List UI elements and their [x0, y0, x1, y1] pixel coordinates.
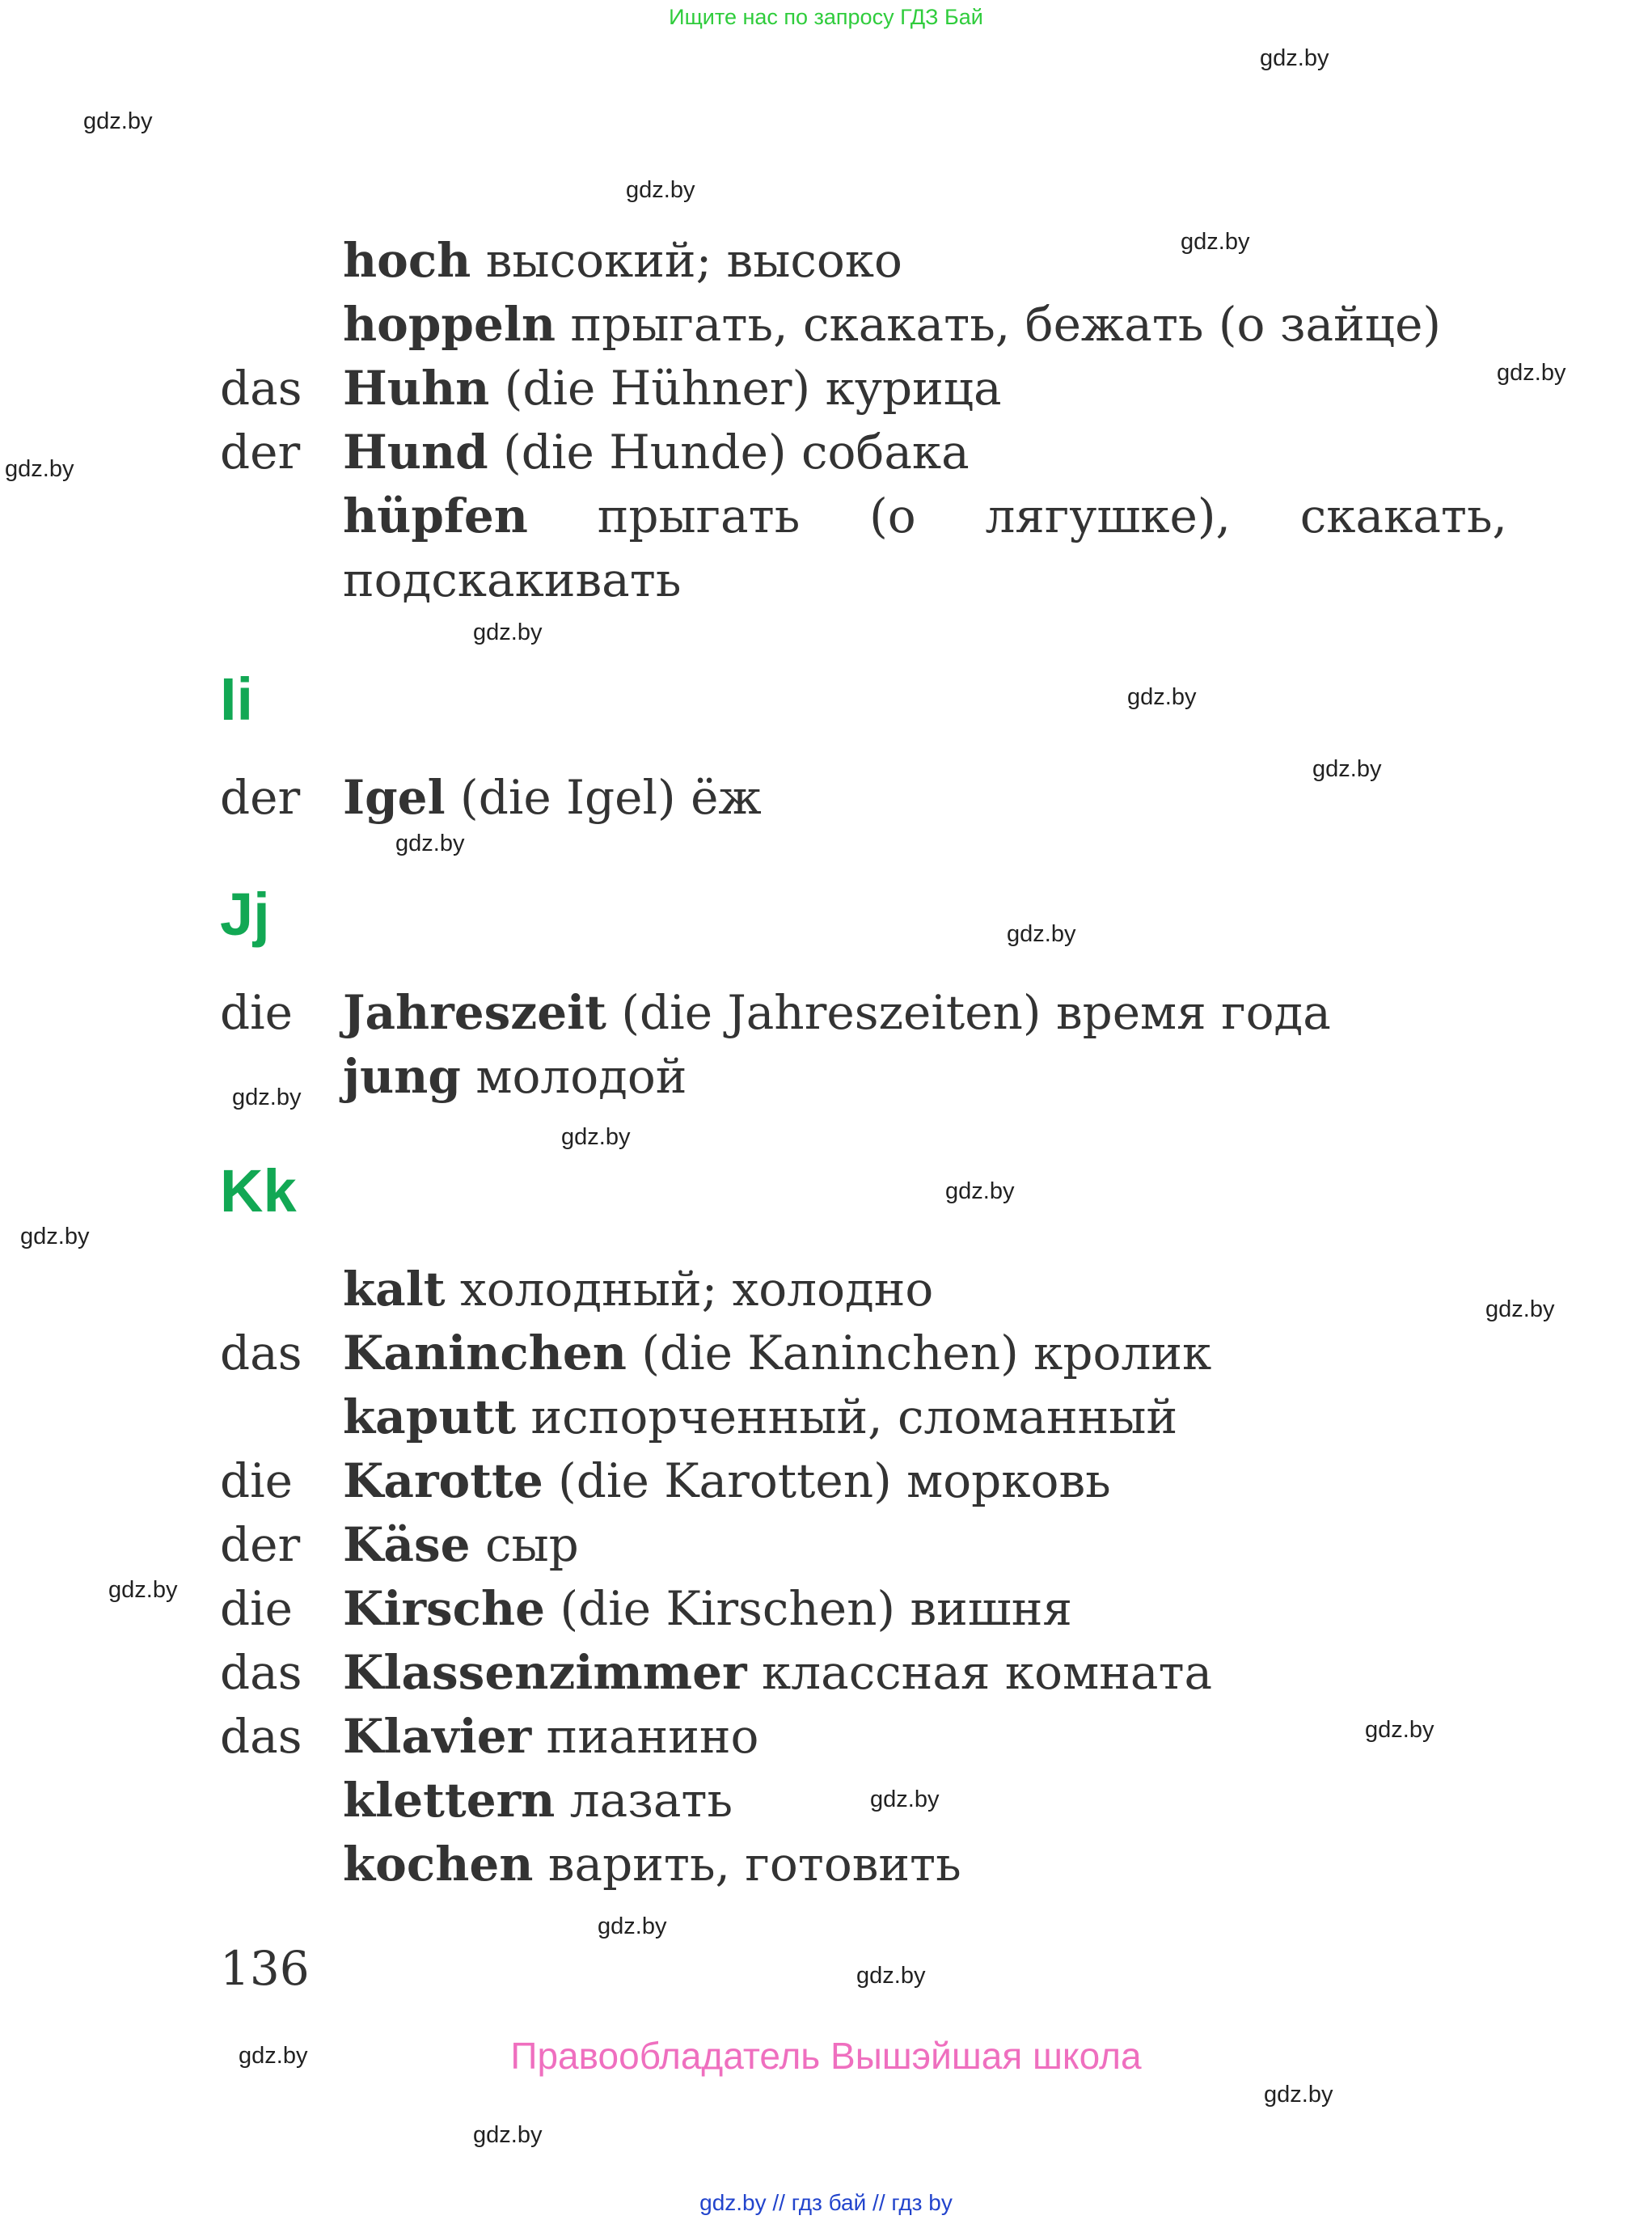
entry-justified-line: [343, 484, 1507, 548]
entry-term: [343, 1385, 1177, 1448]
entry-term: [343, 1258, 933, 1321]
entry-translation: классная комната: [746, 1645, 1213, 1700]
entry-translation: (die Hühner) курица: [489, 361, 1002, 416]
entry-article: die: [220, 1581, 294, 1636]
entry-headword: hüpfen: [343, 488, 528, 543]
entry-headword: Käse: [343, 1517, 471, 1572]
entry-translation-word: лягушке),: [985, 488, 1231, 543]
entry-translation: высокий; высоко: [471, 233, 902, 288]
entry-translation: подскакивать: [343, 552, 682, 607]
entry-article: der: [220, 1517, 301, 1572]
entry-translation: сыр: [470, 1517, 579, 1572]
entry-headword: kaputt: [343, 1389, 517, 1444]
watermark: gdz.by: [473, 619, 543, 645]
entry-article: das: [220, 1709, 302, 1764]
entry-translation: (die Kirschen) вишня: [545, 1581, 1072, 1636]
watermark: gdz.by: [83, 108, 153, 134]
entry-article: das: [220, 361, 302, 416]
entry-translation: варить, готовить: [533, 1837, 961, 1892]
watermark: gdz.by: [870, 1786, 940, 1812]
entry-translation: (die Jahreszeiten) время года: [606, 985, 1331, 1040]
entry-headword: Karotte: [343, 1453, 543, 1508]
entry-headword: Huhn: [343, 361, 490, 416]
entry-term: [343, 1321, 1211, 1385]
entry-term: [343, 1769, 733, 1832]
watermark: gdz.by: [1181, 229, 1250, 255]
entry-translation-word: (о: [869, 488, 916, 543]
watermark: gdz.by: [561, 1124, 631, 1150]
entry-translation: (die Hunde) собака: [488, 425, 970, 480]
entry-article: das: [220, 1326, 302, 1380]
entry-article: die: [220, 1453, 294, 1508]
copyright-holder: Правообладатель Вышэйшая школа: [510, 2035, 1142, 2077]
entry-article: das: [220, 1645, 302, 1700]
entry-term: [343, 1045, 687, 1108]
entry-headword: hoch: [343, 233, 471, 288]
entry-term: [343, 1705, 758, 1768]
watermark: gdz.by: [1497, 360, 1566, 386]
entry-translation-word: скакать,: [1299, 488, 1507, 543]
entry-term: [343, 981, 1331, 1044]
entry-translation: холодный; холодно: [445, 1262, 934, 1317]
top-search-note: Ищите нас по запросу ГДЗ Бай: [669, 5, 983, 29]
entry-headword: Igel: [343, 770, 446, 825]
watermark: gdz.by: [395, 831, 465, 856]
watermark: gdz.by: [1264, 2082, 1333, 2108]
entry-translation: (die Igel) ёж: [445, 770, 762, 825]
entry-headword: Klavier: [343, 1709, 532, 1764]
entry-term: [343, 293, 1441, 356]
entry-headword: klettern: [343, 1773, 556, 1828]
watermark: gdz.by: [239, 2043, 308, 2069]
watermark: gdz.by: [232, 1085, 302, 1110]
entry-term: [343, 1833, 961, 1896]
entry-term: [343, 357, 1002, 420]
watermark: gdz.by: [945, 1178, 1015, 1204]
watermark: gdz.by: [856, 1963, 926, 1989]
entry-headword: Kirsche: [343, 1581, 546, 1636]
watermark: gdz.by: [598, 1913, 667, 1939]
section-letter-j: Jj: [220, 881, 270, 948]
entry-translation: (die Kaninchen) кролик: [626, 1326, 1212, 1380]
entry-translation: лазать: [555, 1773, 733, 1828]
entry-translation: (die Karotten) морковь: [543, 1453, 1111, 1508]
entry-translation: пианино: [531, 1709, 759, 1764]
section-letter-i: Ii: [220, 666, 254, 733]
entry-headword: hoppeln: [343, 297, 556, 352]
watermark: gdz.by: [1365, 1717, 1434, 1743]
entry-term: [343, 1641, 1212, 1704]
watermark: gdz.by: [626, 177, 695, 203]
watermark: gdz.by: [108, 1577, 178, 1603]
watermark: gdz.by: [1260, 45, 1329, 71]
entry-article: der: [220, 770, 301, 825]
entry-translation: молодой: [460, 1049, 687, 1104]
entry-term: [343, 1577, 1072, 1640]
watermark: gdz.by: [20, 1224, 90, 1249]
entry-headword: jung: [343, 1049, 461, 1104]
watermark: gdz.by: [473, 2122, 543, 2148]
watermark: gdz.by: [1312, 756, 1382, 782]
entry-article: die: [220, 985, 294, 1040]
entry-translation: испорченный, сломанный: [516, 1389, 1178, 1444]
entry-headword: Jahreszeit: [343, 985, 606, 1040]
entry-headword: Hund: [343, 425, 488, 480]
entry-headword: Klassenzimmer: [343, 1645, 747, 1700]
entry-article: der: [220, 425, 301, 480]
entry-term: [343, 1449, 1111, 1512]
entry-translation-word: прыгать: [597, 488, 801, 543]
entry-term: [343, 766, 762, 829]
page-number: 136: [220, 1941, 310, 1996]
footer-links[interactable]: gdz.by // гдз бай // гдз by: [699, 2190, 953, 2215]
entry-term: [343, 421, 970, 484]
watermark: gdz.by: [1485, 1296, 1555, 1322]
entry-headword: Kaninchen: [343, 1326, 627, 1380]
entry-term: [343, 1513, 579, 1576]
entry-term: [343, 229, 902, 292]
watermark: gdz.by: [1007, 921, 1076, 947]
entry-headword: kalt: [343, 1262, 446, 1317]
entry-translation: прыгать, скакать, бежать (о зайце): [556, 297, 1442, 352]
watermark: gdz.by: [1127, 684, 1197, 710]
watermark: gdz.by: [5, 456, 74, 482]
entry-headword: kochen: [343, 1837, 534, 1892]
section-letter-k: Kk: [220, 1157, 297, 1224]
